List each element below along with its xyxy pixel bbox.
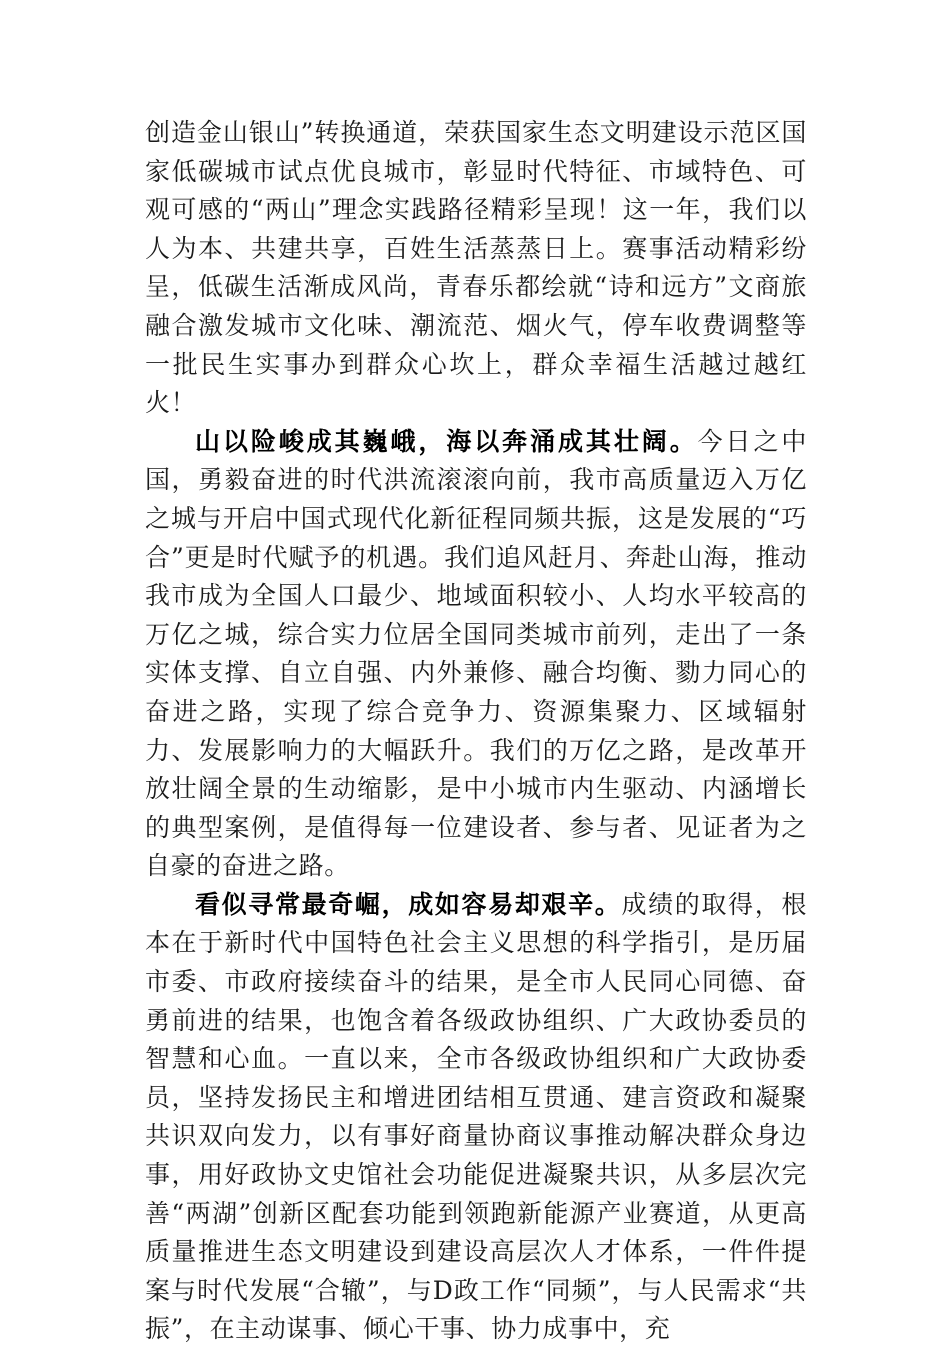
paragraph-text: 今日之中国，勇毅奋进的时代洪流滚滚向前，我市高质量迈入万亿之城与开启中国式现代化新征程同频共振，这是发展的“巧合”更是时代赋予的机遇。我们追风赶月、奔赴山海，推动我市成为全国人口最少、地域面积较小、人均水平较高的万亿之城，综合实力位居全国同类城市前列，走出了一条实体支撑、自立自强、内外兼修、融合均衡、勠力同心的奋进之路，实现了综合竞争力、资源集聚力、区域辐射力、发展影响力的大幅跃升。我们的万亿之路，是改革开放壮阔全景的生动缩影，是中小城市内生驱动、内涵增长的典型案例，是值得每一位建设者、参与者、见证者为之自豪的奋进之路。 [145, 426, 807, 881]
paragraph-continued [145, 114, 807, 423]
paragraph-lead: 山以险峻成其巍峨，海以奔涌成其壮阔。 [195, 426, 698, 456]
paragraph-achievements [145, 886, 807, 1349]
paragraph-text: 创造金山银山”转换通道，荣获国家生态文明建设示范区国家低碳城市试点优良城市，彰显时代特征、市域特色、可观可感的“两山”理念实践路径精彩呈现！这一年，我们以人为本、共建共享，百姓生活蒸蒸日上。赛事活动精彩纷呈，低碳生活渐成风尚，青春乐都绘就“诗和远方”文商旅融合激发城市文化味、潮流范、烟火气，停车收费调整等一批民生实事办到群众心坎上，群众幸福生活越过越红火！ [145, 118, 807, 418]
paragraph-trillion-city [145, 423, 807, 886]
body-text [145, 114, 807, 1349]
paragraph-text: 成绩的取得，根本在于新时代中国特色社会主义思想的科学指引，是历届市委、市政府接续奋斗的结果，是全市人民同心同德、奋勇前进的结果，也饱含着各级政协组织、广大政协委员的智慧和心血。一直以来，全市各级政协组织和广大政协委员，坚持发扬民主和增进团结相互贯通、建言资政和凝聚共识双向发力，以有事好商量协商议事推动解决群众身边事，用好政协文史馆社会功能促进凝聚共识，从多层次完善“两湖”创新区配套功能到领跑新能源产业赛道，从更高质量推进生态文明建设到建设高层次人才体系，一件件提案与时代发展“合辙”，与D政工作“同频”，与人民需求“共振”，在主动谋事、倾心干事、协力成事中，充 [145, 889, 807, 1344]
paragraph-lead: 看似寻常最奇崛，成如容易却艰辛。 [195, 889, 622, 919]
